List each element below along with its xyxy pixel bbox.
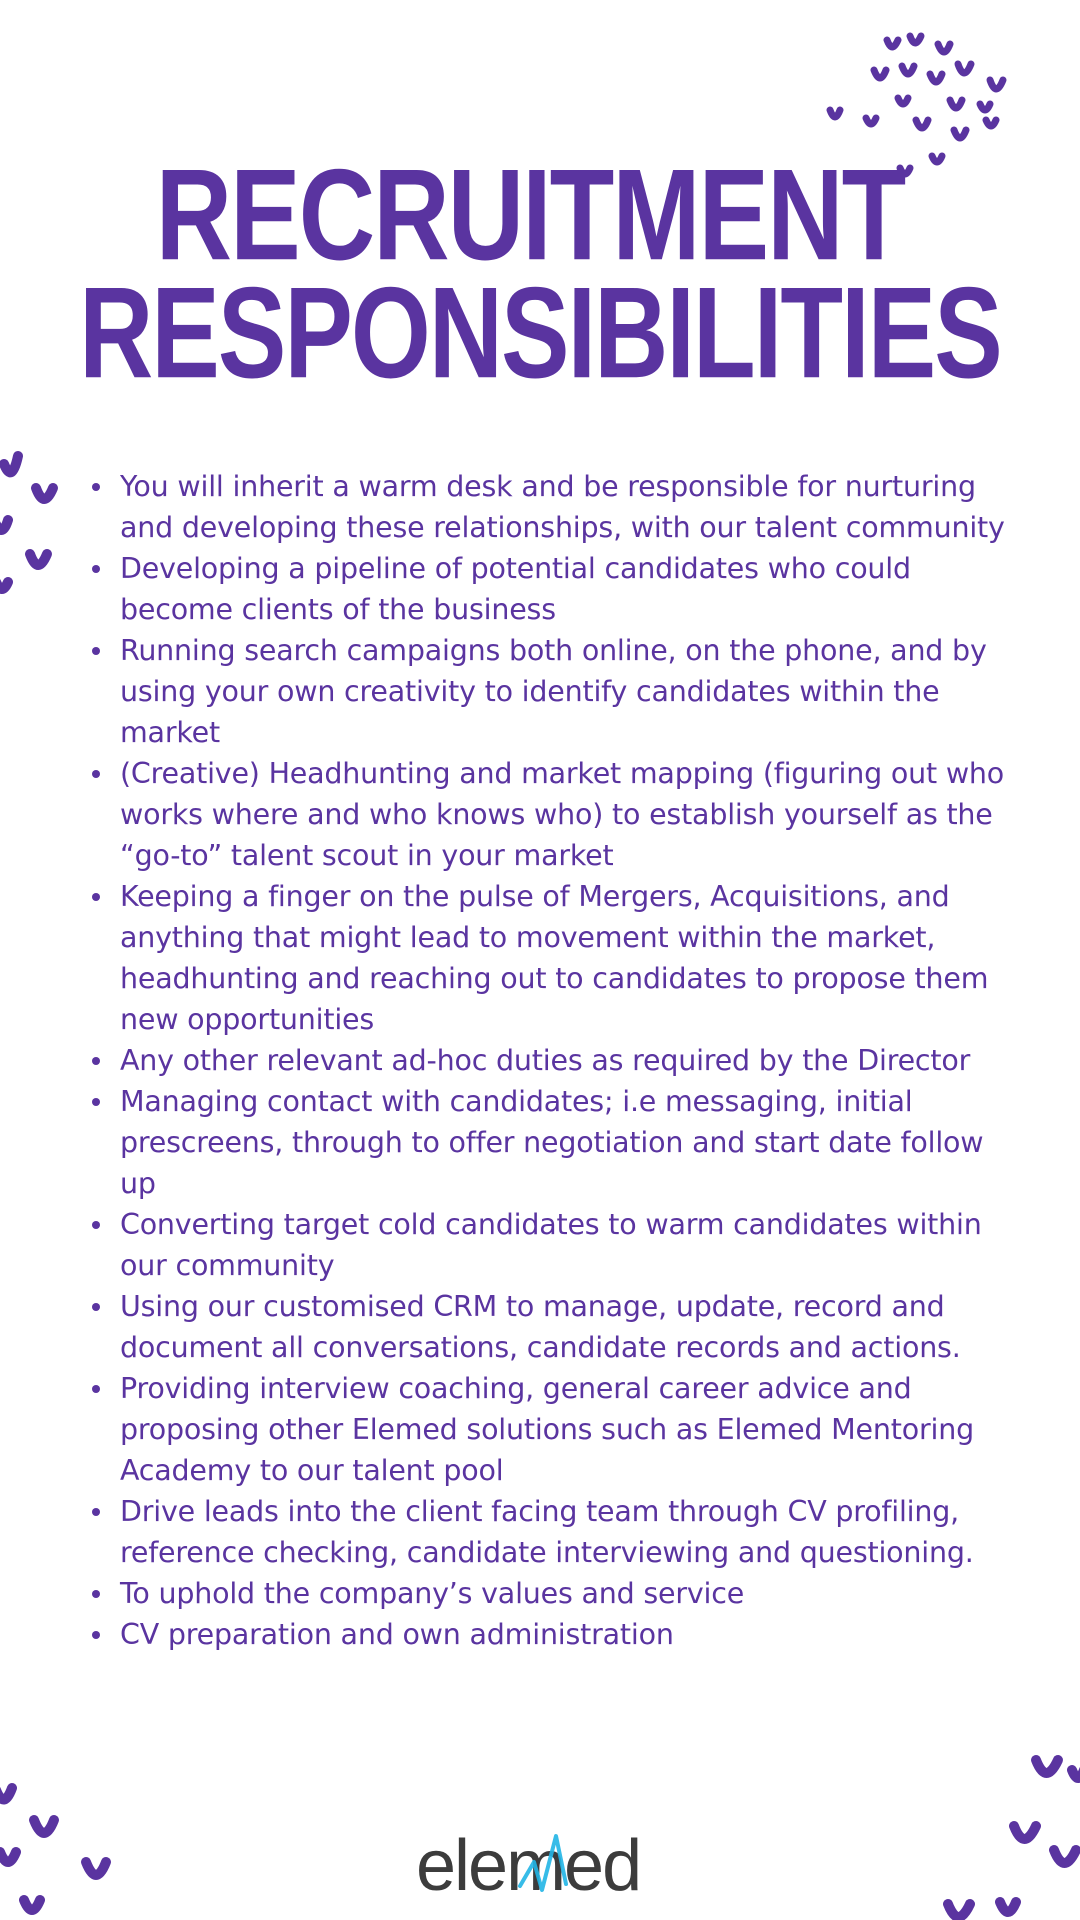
list-item [92,1204,1022,1286]
bullet-icon [92,1385,100,1393]
bullet-icon [92,770,100,778]
list-item-text: Managing contact with candidates; i.e messaging, initial prescreens, through to offer negotiation and start date follow up [120,1085,984,1200]
list-item-text: To uphold the company’s values and service [120,1577,745,1610]
list-item [92,753,1022,876]
bullet-icon [92,565,100,573]
list-item [92,1614,1022,1655]
list-item [92,1573,1022,1614]
bullet-icon [92,483,100,491]
bullet-icon [92,1631,100,1639]
bullet-icon [92,1590,100,1598]
list-item-text: Developing a pipeline of potential candidates who could become clients of the business [120,552,911,626]
responsibilities-list [92,466,1022,1655]
title-line-2: RESPONSIBILITIES [79,259,1001,405]
list-item-text: Converting target cold candidates to warm candidates within our community [120,1208,982,1282]
list-item [92,1368,1022,1491]
page-title [0,141,1080,405]
list-item [92,630,1022,753]
list-item [92,548,1022,630]
list-item-text: Providing interview coaching, general career advice and proposing other Elemed solutions such as Elemed Mentoring Academy to our talent pool [120,1372,974,1487]
elemed-logo [416,1826,672,1906]
list-item-text: You will inherit a warm desk and be responsible for nurturing and developing these relationships, with our talent community [120,470,1005,544]
title-line-1: RECRUITMENT [155,141,905,287]
list-item-text: Any other relevant ad-hoc duties as required by the Director [120,1044,971,1077]
list-item-text: Using our customised CRM to manage, update, record and document all conversations, candidate records and actions. [120,1290,961,1364]
list-item [92,1491,1022,1573]
bullet-icon [92,1221,100,1229]
list-item [92,1040,1022,1081]
logo-wordmark: elemed [416,1826,641,1906]
bullet-icon [92,893,100,901]
bullet-icon [92,647,100,655]
list-item [92,876,1022,1040]
list-item-text: Keeping a finger on the pulse of Mergers, Acquisitions, and anything that might lead to movement within the market, headhunting and reaching out to candidates to propose them new opportunities [120,880,989,1036]
list-item [92,1081,1022,1204]
list-item-text: Drive leads into the client facing team through CV profiling, reference checking, candidate interviewing and questioning. [120,1495,974,1569]
list-item-text: (Creative) Headhunting and market mapping (figuring out who works where and who knows who) to establish yourself as the “go-to” talent scout in your market [120,757,1005,872]
list-item [92,466,1022,548]
bullet-icon [92,1303,100,1311]
logo-m-accent-icon [416,1826,672,1906]
list-item-text: Running search campaigns both online, on the phone, and by using your own creativity to identify candidates within the market [120,634,987,749]
bullet-icon [92,1098,100,1106]
bullet-icon [92,1508,100,1516]
bullet-icon [92,1057,100,1065]
list-item [92,1286,1022,1368]
list-item-text: CV preparation and own administration [120,1618,674,1651]
